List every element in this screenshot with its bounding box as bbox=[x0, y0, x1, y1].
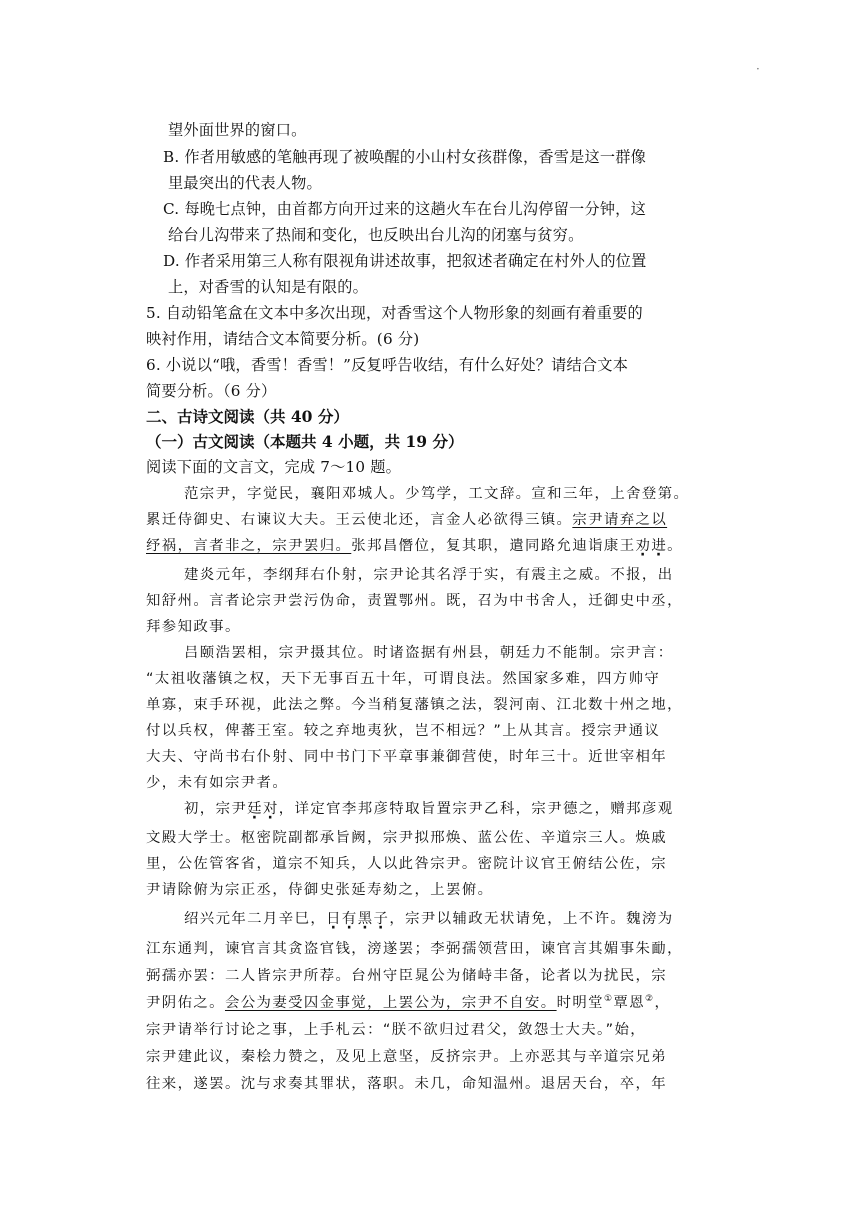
reading-instruction: 阅读下面的文言文，完成 7～10 题。 bbox=[146, 458, 402, 476]
passage-p3-line4: 付以兵权，俾蕃王室。较之弃地夷狄，岂不相远？”上从其言。授宗尹通议 bbox=[146, 723, 661, 739]
option-d-line1: D. 作者采用第三人称有限视角讲述故事，把叙述者确定在村外人的位置 bbox=[163, 252, 647, 270]
dotted-char: 有 bbox=[341, 911, 358, 927]
passage-p5-line2: 江东通判，谏官言其贪盗官钱，滂遂罢；李弼孺领营田，谏官言其媚事朱勔， bbox=[146, 941, 683, 957]
dotted-char: 对 bbox=[262, 801, 279, 817]
dotted-char: 子 bbox=[373, 911, 390, 927]
question-6-line1: 6. 小说以“哦，香雪！香雪！”反复呼告收结，有什么好处？请结合文本 bbox=[146, 356, 629, 374]
passage-p3-line3: 单寡，束手环视，此法之弊。今当稍复藩镇之法，裂河南、江北数十州之地， bbox=[146, 697, 683, 713]
option-c-line1: C. 每晚七点钟，由首都方向开过来的这趟火车在台儿沟停留一分钟，这 bbox=[163, 200, 646, 218]
underlined-sentence-1b: 纾祸，言者非之，宗尹罢归。 bbox=[146, 538, 352, 554]
passage-p2-line1: 建炎元年，李纲拜右仆射，宗尹论其名浮于实，有震主之威。不报，出 bbox=[184, 567, 674, 583]
question-5-line2: 映衬作用，请结合文本简要分析。(6 分) bbox=[146, 330, 420, 348]
footnote-marker-1: ① bbox=[603, 994, 614, 1005]
dotted-char: 廷 bbox=[247, 801, 263, 817]
passage-p2-line3: 拜参知政事。 bbox=[146, 619, 241, 635]
option-d-line2: 上，对香雪的认知是有限的。 bbox=[168, 278, 369, 296]
option-b-line2: 里最突出的代表人物。 bbox=[168, 174, 322, 192]
passage-p4-line2: 文殿大学士。枢密院副都承旨阙，宗尹拟邢焕、蓝公佐、辛道宗三人。焕戚 bbox=[146, 830, 668, 846]
passage-p4-line1: 初，宗尹廷对，详定官李邦彦特取旨置宗尹乙科，宗尹德之，赠邦彦观 bbox=[184, 801, 674, 817]
passage-p2-line2: 知舒州。言者论宗尹尝污伪命，责置鄂州。既，召为中书舍人，迁御史中丞， bbox=[146, 593, 683, 609]
underlined-sentence-1a: 宗尹请弃之以 bbox=[572, 512, 668, 528]
subsection-heading: （一）古文阅读（本题共 4 小题，共 19 分） bbox=[146, 432, 464, 451]
passage-p1-line2: 累迁侍御史、右谏议大夫。王云使北还，言金人必欲得三镇。宗尹请弃之以 bbox=[146, 512, 668, 528]
page-corner-mark: · bbox=[756, 62, 760, 76]
passage-p5-line4: 尹阴佑之。会公为妻受囚金事觉，上罢公为，宗尹不自安。时明堂①覃恩②， bbox=[146, 994, 671, 1011]
passage-p5-line6: 宗尹建此议，秦桧力赞之，及见上意坚，反挤宗尹。上亦恶其与辛道宗兄弟 bbox=[146, 1049, 668, 1065]
option-a-continuation: 望外面世界的窗口。 bbox=[168, 121, 307, 139]
option-c-line2: 给台儿沟带来了热闹和变化，也反映出台儿沟的闭塞与贫穷。 bbox=[168, 226, 584, 244]
dotted-char: 进 bbox=[651, 538, 668, 554]
passage-p5-line1: 绍兴元年二月辛巳，日有黑子，宗尹以辅政无状请免，上不许。魏滂为 bbox=[184, 911, 674, 927]
passage-p3-line2: “太祖收藩镇之权，天下无事百五十年，可谓良法。然国家多难，四方帅守 bbox=[146, 671, 661, 687]
option-b-line1: B. 作者用敏感的笔触再现了被唤醒的小山村女孩群像，香雪是这一群像 bbox=[163, 148, 647, 166]
dotted-char: 黑 bbox=[357, 911, 374, 927]
passage-p3-line5: 大夫、守尚书右仆射、同中书门下平章事兼御营使，时年三十。近世宰相年 bbox=[146, 749, 668, 765]
underlined-sentence-2: 会公为妻受囚金事觉，上罢公为，宗尹不自安。 bbox=[224, 995, 557, 1011]
passage-p3-line1: 吕颐浩罢相，宗尹摄其位。时诸盗据有州县，朝廷力不能制。宗尹言： bbox=[184, 645, 674, 661]
dotted-char: 劝 bbox=[635, 538, 652, 554]
passage-p3-line6: 少，未有如宗尹者。 bbox=[146, 775, 289, 791]
passage-p5-line3: 弼孺亦罢：二人皆宗尹所荐。台州守臣晁公为储峙丰备，论者以为扰民，宗 bbox=[146, 968, 668, 984]
question-5-line1: 5. 自动铅笔盒在文本中多次出现，对香雪这个人物形象的刻画有着重要的 bbox=[146, 304, 643, 322]
passage-p4-line4: 尹请除俯为宗正丞，侍御史张延寿劾之，上罢俯。 bbox=[146, 882, 494, 898]
footnote-marker-2: ② bbox=[645, 994, 655, 1005]
dotted-char: 日 bbox=[326, 911, 342, 927]
section-heading: 二、古诗文阅读（共 40 分） bbox=[146, 407, 349, 426]
passage-p5-line7: 往来，遂罢。沈与求奏其罪状，落职。未几，命知温州。退居天台，卒，年 bbox=[146, 1076, 668, 1092]
question-6-line2: 简要分析。（6 分） bbox=[146, 382, 277, 400]
passage-p4-line3: 里，公佐管客省，道宗不知兵，人以此咎宗尹。密院计议官王俯结公佐，宗 bbox=[146, 856, 668, 872]
passage-p1-line3: 纾祸，言者非之，宗尹罢归。张邦昌僭位，复其职，遣同路允迪诣康王劝进。 bbox=[146, 538, 683, 554]
passage-p1-line1: 范宗尹，字觉民，襄阳邓城人。少笃学，工文辞。宣和三年，上舍登第。 bbox=[184, 486, 690, 502]
passage-p5-line5: 宗尹请举行讨论之事，上手札云：“朕不欲归过君父，敛怨士大夫。”始， bbox=[146, 1022, 647, 1038]
